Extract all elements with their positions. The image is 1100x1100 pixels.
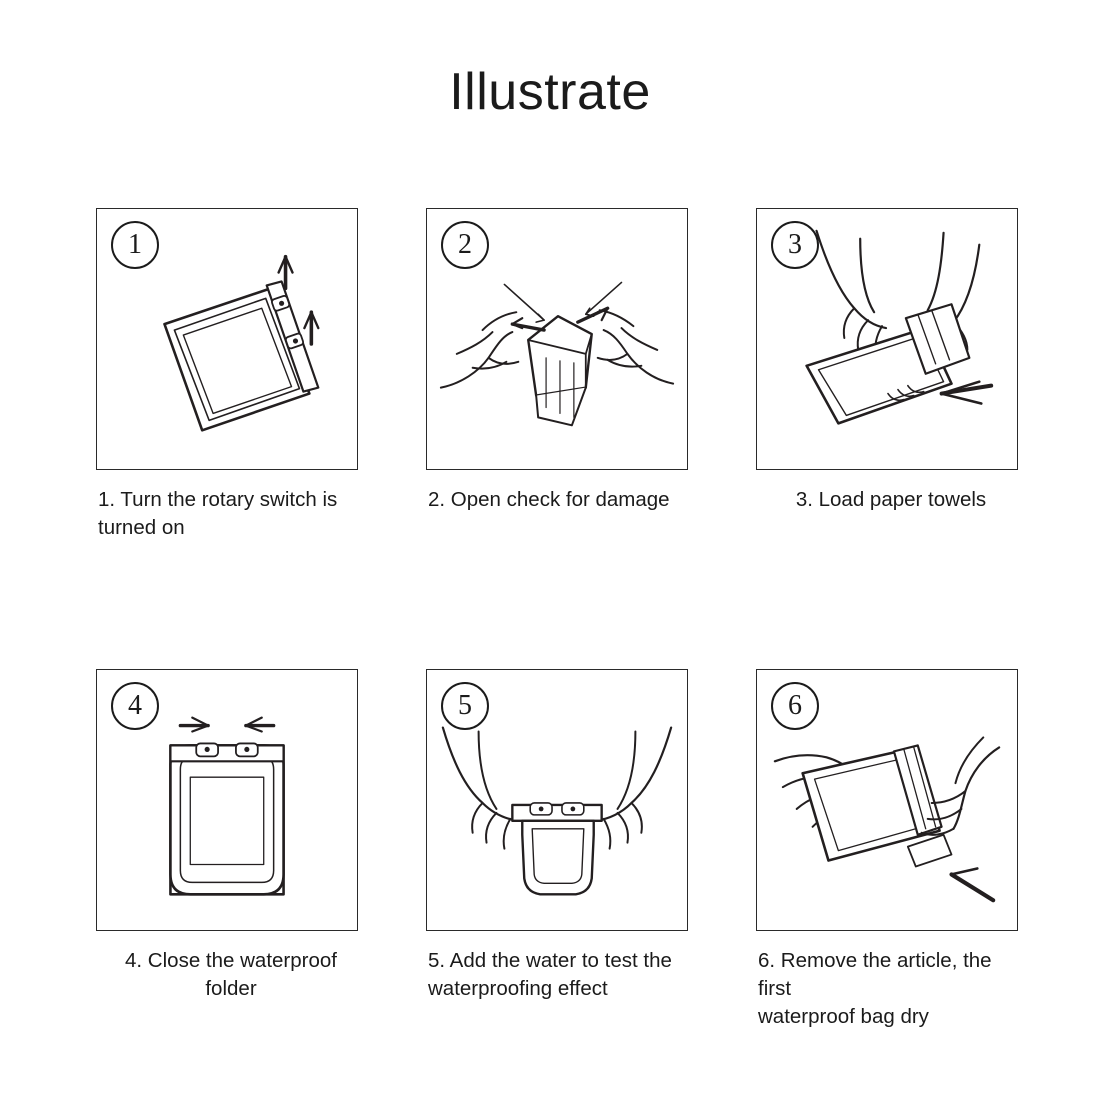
step-1-caption-line1: 1. Turn the rotary switch is — [98, 488, 338, 511]
step-4-frame — [96, 669, 358, 931]
step-5 — [426, 669, 696, 1030]
grid-gap — [696, 208, 756, 541]
step-3-frame — [756, 208, 1018, 470]
step-5-caption — [426, 947, 696, 1002]
step-4-caption-line1: 4. Close the waterproof folder — [125, 949, 337, 1001]
step-1-frame — [96, 208, 358, 470]
step-6-caption-line1: 6. Remove the article, the first — [758, 949, 992, 1001]
step-3-number-badge: 3 — [771, 221, 819, 269]
step-2-caption — [426, 486, 696, 514]
step-6-caption-line2: waterproof bag dry — [758, 1004, 929, 1028]
step-2 — [426, 208, 696, 541]
grid-gap — [366, 208, 426, 541]
step-5-number-badge: 5 — [441, 682, 489, 730]
step-5-caption-line2: waterproofing effect — [428, 977, 608, 1001]
step-5-frame — [426, 669, 688, 931]
step-2-number-badge: 2 — [441, 221, 489, 269]
steps-grid — [96, 208, 1026, 1030]
step-4-number-badge: 4 — [111, 682, 159, 730]
page-title: Illustrate — [449, 63, 651, 121]
step-6-caption — [756, 947, 1026, 1030]
step-2-caption-line1: 2. Open check for damage — [428, 488, 670, 511]
step-3-caption-line1: 3. Load paper towels — [795, 488, 987, 511]
step-3-caption — [756, 486, 1026, 514]
step-2-frame — [426, 208, 688, 470]
step-6 — [756, 669, 1026, 1030]
step-1-caption-line2: turned on — [98, 515, 185, 539]
step-3 — [756, 208, 1026, 541]
step-1-caption — [96, 486, 366, 541]
step-4-caption — [96, 947, 366, 1002]
step-1-number-badge: 1 — [111, 221, 159, 269]
grid-gap — [696, 669, 756, 1030]
step-1 — [96, 208, 366, 541]
step-6-number-badge: 6 — [771, 682, 819, 730]
grid-gap — [366, 669, 426, 1030]
step-5-caption-line1: 5. Add the water to test the — [428, 949, 672, 973]
step-4 — [96, 669, 366, 1030]
step-6-frame — [756, 669, 1018, 931]
